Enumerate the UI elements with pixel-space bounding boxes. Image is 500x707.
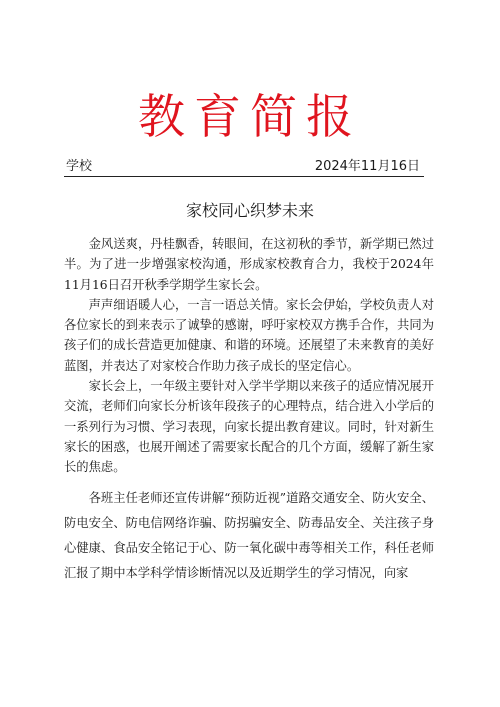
issue-info-line xyxy=(64,159,424,177)
paragraph-1: 金风送爽，丹桂飘香，转眼间，在这初秋的季节，新学期已然过半。为了进一步增强家校沟通，形成家校教育合力，我校于2024年11月16日召开秋季学期学生家长会。 xyxy=(64,237,434,292)
masthead-title: 教育简报 xyxy=(138,90,362,145)
paragraph-4: 各班主任老师还宣传讲解“预防近视”道路交通安全、防火安全、防电安全、防电信网络诈骗、防拐骗安全、防毒品安全、关注孩子身心健康、食品安全铭记于心、防一氧化碳中毒等相关工作，科任老师汇报了期中本学科学情诊断情况以及近期学生的学习情况，向家 xyxy=(64,490,434,580)
school-name: 学校 xyxy=(66,159,93,174)
paragraph-2: 声声细语暖人心，一言一语总关情。家长会伊始，学校负责人对各位家长的到来表示了诚挚的感谢，呼吁家校双方携手合作，共同为孩子们的成长营造更加健康、和谐的环境。还展望了未来教育的美好蓝图，并表达了对家校合作助力孩子成长的坚定信心。 xyxy=(64,297,434,373)
article-headline: 家校同心织梦未来 xyxy=(185,201,314,220)
paragraph-3: 家长会上，一年级主要针对入学半学期以来孩子的适应情况展开交流，老师们向家长分析该年段孩子的心理特点，结合进入小学后的一系列行为习惯、学习表现，向家长提出教育建议。同时，针对新生家长的困惑，也展开阐述了需要家长配合的几个方面，缓解了新生家长的焦虑。 xyxy=(64,379,434,475)
issue-date: 2024年11月16日 xyxy=(314,159,420,174)
article-body xyxy=(64,234,434,586)
